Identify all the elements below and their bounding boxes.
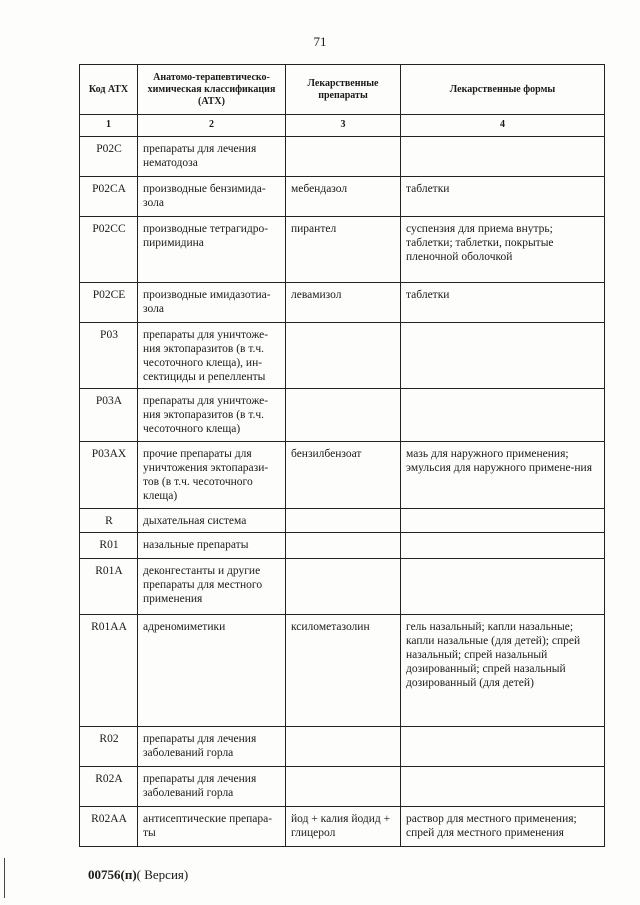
forms-cell [401,727,605,767]
forms-cell [401,137,605,177]
column-numbering-row [80,115,605,137]
table-row [80,767,605,807]
column-number: 2 [138,115,286,137]
atx-code-cell: R02 [80,727,138,767]
table-row [80,283,605,323]
atx-code-cell: P02CC [80,217,138,283]
drug-cell: пирантел [286,217,401,283]
atx-code-cell: R01A [80,559,138,615]
column-number: 3 [286,115,401,137]
table-row [80,442,605,509]
table-row [80,217,605,283]
table-row [80,177,605,217]
drug-cell [286,389,401,442]
page-number: 71 [313,34,327,49]
table-row [80,389,605,442]
atx-code-cell: P03AX [80,442,138,509]
header-classification: Анатомо-терапевтическо-химическая классификация (АТХ) [138,65,286,115]
footer [88,867,188,883]
drug-cell [286,767,401,807]
classification-cell: производные имидазотиа-зола [138,283,286,323]
atx-code-cell: R01AA [80,615,138,727]
forms-cell: таблетки [401,283,605,323]
table-row [80,559,605,615]
forms-cell [401,767,605,807]
atx-code-cell: R [80,509,138,533]
drug-cell [286,559,401,615]
atx-code-cell: P03 [80,323,138,389]
atx-code-cell: P02CE [80,283,138,323]
classification-cell: прочие препараты для уничтожения эктопарази-тов (в т.ч. чесоточного клеща) [138,442,286,509]
atx-code-cell: P03A [80,389,138,442]
header-drugs: Лекарственные препараты [286,65,401,115]
header-code: Код АТХ [80,65,138,115]
atx-code-cell: P02CA [80,177,138,217]
classification-cell: дыхательная система [138,509,286,533]
table-row [80,727,605,767]
atx-code-cell: P02C [80,137,138,177]
drug-cell [286,137,401,177]
table-row [80,807,605,847]
classification-cell: назальные препараты [138,533,286,559]
classification-cell: препараты для уничтоже-ния эктопаразитов (в т.ч. чесоточного клеща) [138,389,286,442]
drug-cell: йод + калия йодид + глицерол [286,807,401,847]
atx-code-cell: R02AA [80,807,138,847]
table-row [80,323,605,389]
forms-cell [401,559,605,615]
table-row [80,615,605,727]
classification-cell: препараты для лечения заболеваний горла [138,767,286,807]
atx-code-cell: R02A [80,767,138,807]
drug-cell [286,533,401,559]
document-version: ( Версия) [136,867,189,882]
atx-table [79,64,605,847]
classification-cell: производные бензимида-зола [138,177,286,217]
table-row [80,137,605,177]
column-number: 1 [80,115,138,137]
forms-cell [401,323,605,389]
table-body [80,137,605,847]
table-row [80,509,605,533]
table-row [80,533,605,559]
forms-cell [401,389,605,442]
drug-cell: мебендазол [286,177,401,217]
classification-cell: антисептические препара-ты [138,807,286,847]
forms-cell: суспензия для приема внутрь; таблетки; таблетки, покрытые пленочной оболочкой [401,217,605,283]
forms-cell [401,509,605,533]
classification-cell: деконгестанты и другие препараты для местного применения [138,559,286,615]
classification-cell: препараты для лечения нематодоза [138,137,286,177]
drug-cell [286,323,401,389]
drug-cell: левамизол [286,283,401,323]
classification-cell: производные тетрагидро-пиримидина [138,217,286,283]
document-number: 00756(п) [88,867,137,882]
column-number: 4 [401,115,605,137]
forms-cell: мазь для наружного применения; эмульсия для наружного примене-ния [401,442,605,509]
forms-cell: таблетки [401,177,605,217]
drug-cell [286,509,401,533]
classification-cell: адреномиметики [138,615,286,727]
forms-cell: раствор для местного применения; спрей для местного применения [401,807,605,847]
header-forms: Лекарственные формы [401,65,605,115]
scan-margin-line [4,858,5,898]
drug-cell: бензилбензоат [286,442,401,509]
drug-cell: ксилометазолин [286,615,401,727]
atx-code-cell: R01 [80,533,138,559]
forms-cell: гель назальный; капли назальные; капли назальные (для детей); спрей назальный; спрей назальный дозированный; спрей назальный дозированный (для детей) [401,615,605,727]
classification-cell: препараты для уничтоже-ния эктопаразитов (в т.ч. чесоточного клеща), ин-сектициды и репелленты [138,323,286,389]
table-header-row [80,65,605,115]
drug-cell [286,727,401,767]
classification-cell: препараты для лечения заболеваний горла [138,727,286,767]
forms-cell [401,533,605,559]
